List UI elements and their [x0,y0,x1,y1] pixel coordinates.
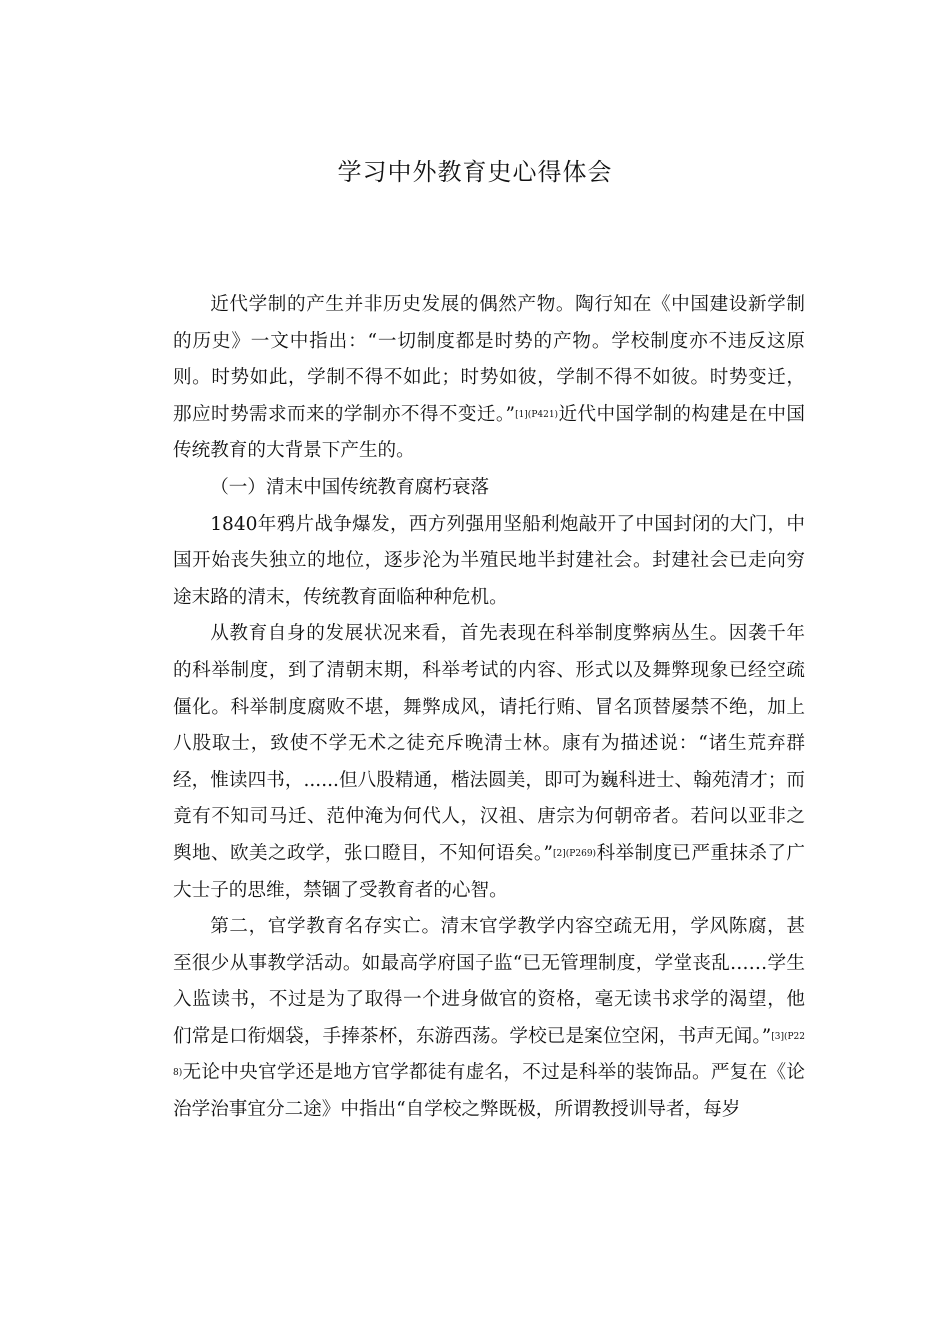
paragraph-text: 1840年鸦片战争爆发，西方列强用坚船利炮敲开了中国封闭的大门，中国开始丧失独立的地位，逐步沦为半殖民地半封建社会。封建社会已走向穷途末路的清末，传统教育面临种种危机。 [173,513,805,608]
paragraph-text: （一）清末中国传统教育腐朽衰落 [210,476,490,498]
paragraph-text: 第二，官学教育名存实亡。清末官学教学内容空疏无用，学风陈腐，甚至很少从事教学活动。如最高学府国子监“已无管理制度，学堂丧乱……学生入监读书，不过是为了取得一个进身做官的资格，毫无读书求学的渴望，他们常是口衔烟袋，手捧茶杯，东游西荡。学校已是案位空闲，书声无闻。” [173,916,805,1047]
paragraph-text: 近代中国学制的构建是在中国传统教育的大背景下产生的。 [173,403,805,462]
document-body [173,287,805,1129]
citation-reference: [2](P269) [553,848,597,859]
document-title: 学习中外教育史心得体会 [337,158,613,186]
body-paragraph [173,909,805,1129]
citation-reference: [1](P421) [515,409,559,420]
section-heading [173,470,805,507]
citation-reference: [3](P228) [173,1031,805,1079]
paragraph-text: 近代学制的产生并非历史发展的偶然产物。陶行知在《中国建设新学制的历史》一文中指出：“一切制度都是时势的产物。学校制度亦不违反这原则。时势如此，学制不得不如此；时势如彼，学制不得不如彼。时势变迁，那应时势需求而来的学制亦不得不变迁。” [173,294,805,425]
paragraph-text: 科举制度已严重抹杀了广大士子的思维，禁锢了受教育者的心智。 [173,842,805,901]
paragraph-text: 从教育自身的发展状况来看，首先表现在科举制度弊病丛生。因袭千年的科举制度，到了清朝末期，科举考试的内容、形式以及舞弊现象已经空疏僵化。科举制度腐败不堪，舞弊成风，请托行贿、冒名顶替屡禁不绝，加上八股取士，致使不学无术之徒充斥晚清士林。康有为描述说：“诸生荒弃群经，惟读四书，......但八股精通，楷法圆美，即可为巍科进士、翰苑清才；而竟有不知司马迁、范仲淹为何代人，汉祖、唐宗为何朝帝者。若问以亚非之舆地、欧美之政学，张口瞪目，不知何语矣。” [173,623,805,864]
body-paragraph [173,616,805,909]
body-paragraph [173,507,805,617]
paragraph-text: 无论中央官学还是地方官学都徒有虚名，不过是科举的装饰品。严复在《论治学治事宜分二途》中指出“自学校之弊既极，所谓教授训导者，每岁 [173,1062,805,1121]
body-paragraph [173,287,805,470]
